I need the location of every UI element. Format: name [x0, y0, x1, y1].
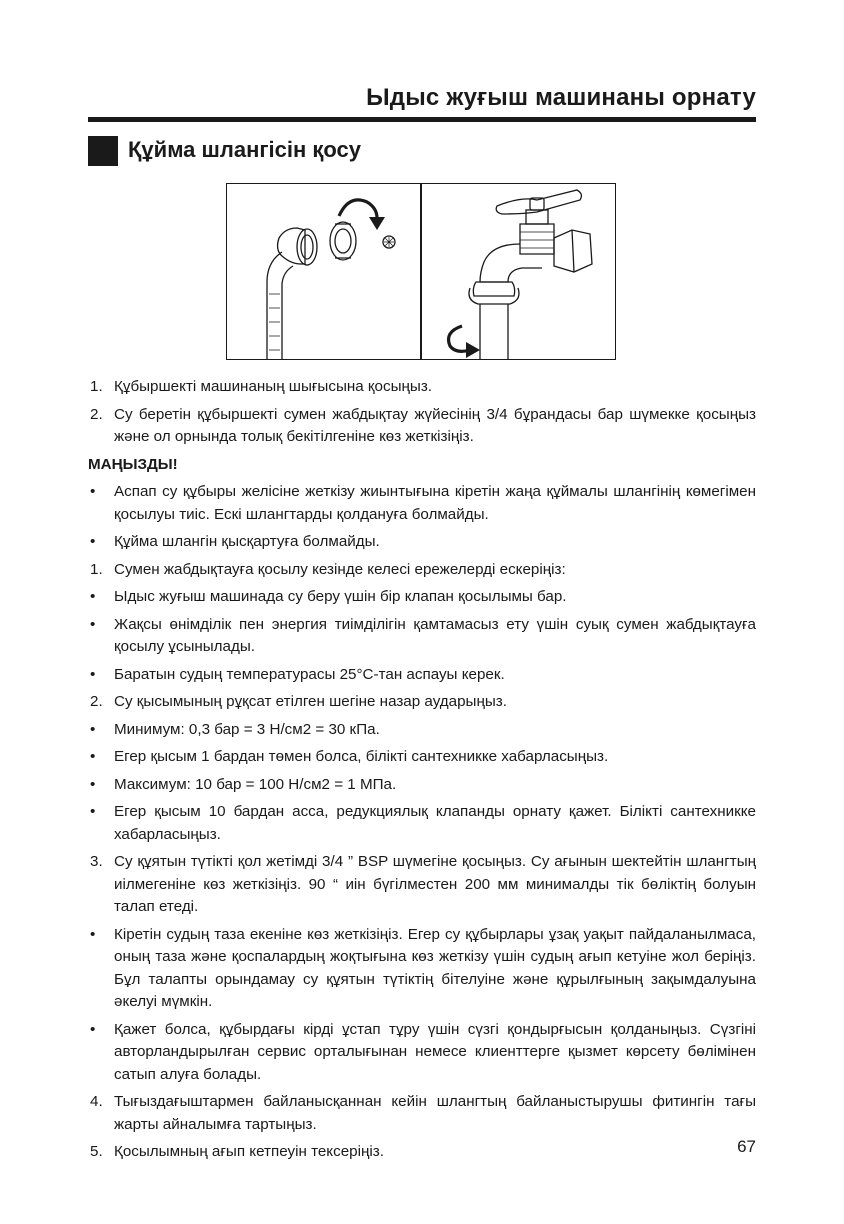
list-item [88, 376, 756, 399]
list-item [88, 1141, 756, 1164]
section-marker-square [88, 136, 118, 166]
list-item-text: Құйма шлангін қысқартуға болмайды. [114, 533, 380, 550]
list-item [88, 481, 756, 526]
list-marker: 1. [90, 378, 103, 395]
list-marker: • [90, 533, 96, 550]
list-item-text: Тығыздағыштармен байланысқаннан кейін шлангтың байланыстырушы фитингін тағы жарты айналымға тартыңыз. [114, 1093, 756, 1133]
section-title: Құйма шлангісін қосу [128, 137, 362, 162]
list-marker: • [90, 615, 96, 633]
list-marker: • [90, 1020, 96, 1038]
list-item-text: Егер қысым 10 бардан асса, редукциялық клапанды орнату қажет. Білікті сантехникке хабарласыңыз. [114, 803, 756, 843]
list-item [88, 719, 756, 742]
list-item [88, 664, 756, 687]
list-item-text: Су қысымының рұқсат етілген шегіне назар аударыңыз. [114, 693, 507, 710]
figure-divider [420, 184, 422, 359]
list-item [88, 1019, 756, 1087]
important-heading: МАҢЫЗДЫ! [88, 455, 178, 473]
list-item-text: Құбыршекті машинаның шығысына қосыңыз. [114, 378, 433, 395]
list-item [88, 691, 756, 714]
page-number: 67 [737, 1137, 756, 1156]
list-item-text: Қажет болса, құбырдағы кірді ұстап тұру үшін сүзгі қондырғысын қолданыңыз. Сүзгіні авторландырылған сервис орталығынан немесе клиенттерге қызмет көрсету бөлімінен сатып алуға болады. [114, 1020, 756, 1083]
list-item [88, 924, 756, 1014]
list-item-text: Аспап су құбыры желісіне жеткізу жиынтығына кіретін жаңа құймалы шлангінің көмегімен қосылуы тиіс. Ескі шлангтарды қолдануға болмайды. [114, 483, 756, 523]
list-marker: 1. [90, 560, 103, 578]
list-marker: • [90, 775, 96, 793]
installation-illustration [226, 183, 616, 360]
list-item [88, 746, 756, 769]
list-marker: 3. [90, 853, 103, 870]
list-item-text: Баратын судың температурасы 25°С-тан аспауы керек. [114, 665, 505, 683]
list-marker: • [90, 665, 96, 683]
list-item-text: Ыдыс жуғыш машинада су беру үшін бір клапан қосылымы бар. [114, 588, 567, 605]
list-item-text: Қосылымның ағып кетпеуін тексеріңіз. [114, 1143, 384, 1160]
list-item-text: Минимум: 0,3 бар = 3 Н/см2 = 30 кПа. [114, 720, 380, 738]
list-marker: • [90, 748, 96, 765]
list-item [88, 774, 756, 797]
list-item [88, 559, 756, 582]
list-item-text: Егер қысым 1 бардан төмен болса, білікті сантехникке хабарласыңыз. [114, 748, 609, 765]
list-item [88, 614, 756, 659]
list-marker: 4. [90, 1093, 103, 1110]
list-item [88, 801, 756, 846]
list-marker: • [90, 483, 96, 500]
list-marker: • [90, 925, 96, 943]
list-item [88, 531, 756, 554]
list-item-text: Кіретін судың таза екеніне көз жеткізіңіз. Егер су құбырлары ұзақ уақыт пайдаланылмаса, оның таза және қоспалардың жоқтығына көз жеткізу үшін судың ағып кетуіне жол беріңіз. Бұл талапты орындамау су құятын түтіктің бітелуіне және құрылғының зақымдалуына әкелуі мүмкін. [114, 925, 756, 1010]
list-marker: 2. [90, 693, 103, 710]
list-marker: • [90, 720, 96, 738]
list-marker: • [90, 803, 96, 820]
list-item-text: Су құятын түтікті қол жетімді 3/4 ” BSP шүмегіне қосыңыз. Су ағынын шектейтін шлангтың иілмегеніне көз жеткізіңіз. 90 “ иін бүгілместен 200 мм минималды тік бөліктің болуын талап етеді. [114, 853, 756, 915]
tap-connection-illustration [422, 184, 617, 359]
list-item-text: Сумен жабдықтауға қосылу кезінде келесі ережелерді ескеріңіз: [114, 560, 566, 578]
list-marker: 5. [90, 1143, 103, 1160]
list-marker: • [90, 588, 96, 605]
list-item [88, 586, 756, 609]
list-marker: 2. [90, 405, 103, 423]
list-item-text: Су беретін құбыршекті сумен жабдықтау жүйесінің 3/4 бұрандасы бар шүмекке қосыңыз және ол орнында толық бекітілгеніне көз жеткізіңіз. [114, 405, 756, 445]
hose-connection-illustration [227, 184, 420, 359]
list-item-text: Максимум: 10 бар = 100 Н/см2 = 1 МПа. [114, 775, 397, 793]
header-rule [88, 117, 756, 122]
list-item-text: Жақсы өнімділік пен энергия тиімділігін қамтамасыз ету үшін суық сумен жабдықтауға қосылу ұсынылады. [114, 615, 756, 655]
page-header-title: Ыдыс жуғыш машинаны орнату [366, 84, 756, 111]
instructions-list [88, 376, 756, 1169]
list-item [88, 1091, 756, 1136]
list-item [88, 851, 756, 919]
list-item [88, 404, 756, 449]
